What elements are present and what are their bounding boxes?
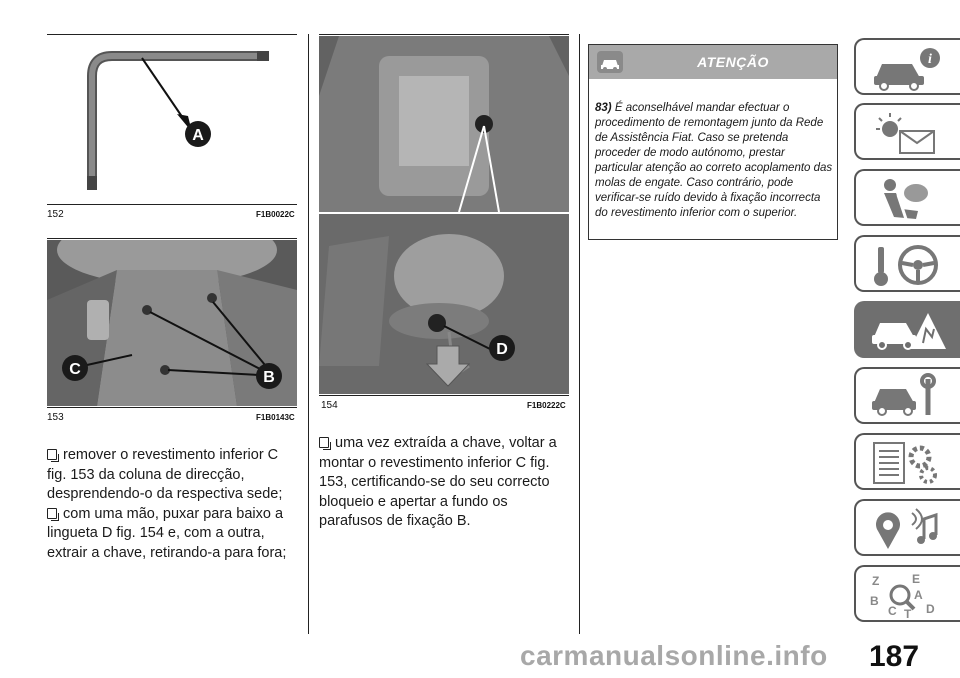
warning-header	[589, 45, 837, 79]
checkbox-bullet-icon	[47, 508, 57, 519]
sidebar-tab-safety[interactable]	[854, 169, 960, 226]
figure-153-bottom-rule	[47, 407, 297, 408]
figure-153-label-b: B	[263, 369, 275, 386]
figure-154-bottom-rule	[319, 395, 569, 396]
figure-154-top-rule	[319, 34, 569, 35]
list-item-text: com uma mão, puxar para baixo a lingueta D fig. 154 e, com a outra, extrair a chave, retirando-a para fora;	[47, 505, 287, 561]
figure-154-code: F1B0222C	[527, 401, 566, 410]
list-item-text: uma vez extraída a chave, voltar a montar o revestimento inferior C fig. 153, certificando-se do seu correcto bloqueio e apertar a fundo os parafusos de fixação B.	[319, 435, 557, 529]
column-divider-1	[308, 34, 309, 634]
warning-box	[588, 44, 838, 240]
checkbox-bullet-icon	[47, 449, 57, 460]
figure-152-label-a: A	[192, 127, 204, 144]
figure-153-top-rule	[47, 238, 297, 239]
figure-153-number: 153	[47, 412, 64, 423]
figure-152-bottom-rule	[47, 204, 297, 205]
list-item-text: remover o revestimento inferior C fig. 153 da coluna de direcção, desprendendo-o da respectiva sede;	[47, 447, 283, 502]
figure-152-code: F1B0022C	[256, 210, 295, 219]
warning-text: É aconselhável mandar efectuar o procedimento de remontagem junto da Rede de Assistência Fiat. Caso se pretenda proceder de modo autónomo, prestar particular atenção ao correto acoplamento das molas de engate. Caso contrário, pode verificar-se ruído devido à fixação incorrecta do revestimento inferior com o superior.	[595, 102, 833, 219]
seat-airbag-icon	[868, 175, 948, 223]
figure-153-label-c: C	[69, 361, 81, 378]
figure-152-image	[47, 36, 297, 204]
figure-153-image	[47, 240, 297, 406]
key-steering-wheel-icon	[868, 241, 948, 289]
list-item	[319, 434, 575, 532]
index-letter: D	[926, 602, 935, 616]
checkbox-bullet-icon	[319, 437, 329, 448]
column1-text	[47, 446, 301, 563]
warning-lights-mail-icon	[868, 109, 948, 157]
sidebar-tab-multimedia[interactable]	[854, 499, 960, 556]
sidebar-tab-knowing-vehicle[interactable]	[854, 38, 960, 95]
index-letter: Z	[872, 574, 880, 588]
list-item	[47, 505, 301, 564]
figure-154-number: 154	[321, 400, 338, 411]
car-emergency-icon	[868, 307, 948, 355]
car-info-icon	[868, 44, 948, 92]
multimedia-music-icon	[868, 505, 948, 553]
index-letter: A	[914, 588, 923, 602]
page-number: 187	[869, 640, 920, 673]
warning-body	[595, 101, 835, 221]
sidebar-tab-maintenance[interactable]	[854, 367, 960, 424]
alphabetical-index-icon	[868, 571, 948, 619]
column-divider-2	[579, 34, 580, 634]
index-letter: T	[904, 607, 912, 619]
index-letter: E	[912, 572, 921, 586]
specs-gears-icon	[868, 439, 948, 487]
index-letter: B	[870, 594, 879, 608]
watermark: carmanualsonline.info	[520, 640, 828, 671]
figure-152-number: 152	[47, 209, 64, 220]
index-letter: C	[888, 604, 897, 618]
figure-154-label-d: D	[496, 341, 508, 358]
sidebar-tab-technical-data[interactable]	[854, 433, 960, 490]
sidebar-tab-emergency[interactable]	[854, 301, 960, 358]
figure-153-code: F1B0143C	[256, 413, 295, 422]
warning-title: ATENÇÃO	[697, 54, 769, 70]
figure-154-image	[319, 36, 569, 394]
sidebar-tab-index[interactable]	[854, 565, 960, 622]
column2-text	[319, 434, 575, 532]
sidebar-tab-starting-driving[interactable]	[854, 235, 960, 292]
svg-text:i: i	[928, 52, 932, 67]
warning-number: 83)	[595, 102, 612, 114]
list-item	[47, 446, 301, 505]
car-wrench-icon	[868, 373, 948, 421]
figure-152-top-rule	[47, 34, 297, 35]
sidebar-tab-dashboard[interactable]	[854, 103, 960, 160]
